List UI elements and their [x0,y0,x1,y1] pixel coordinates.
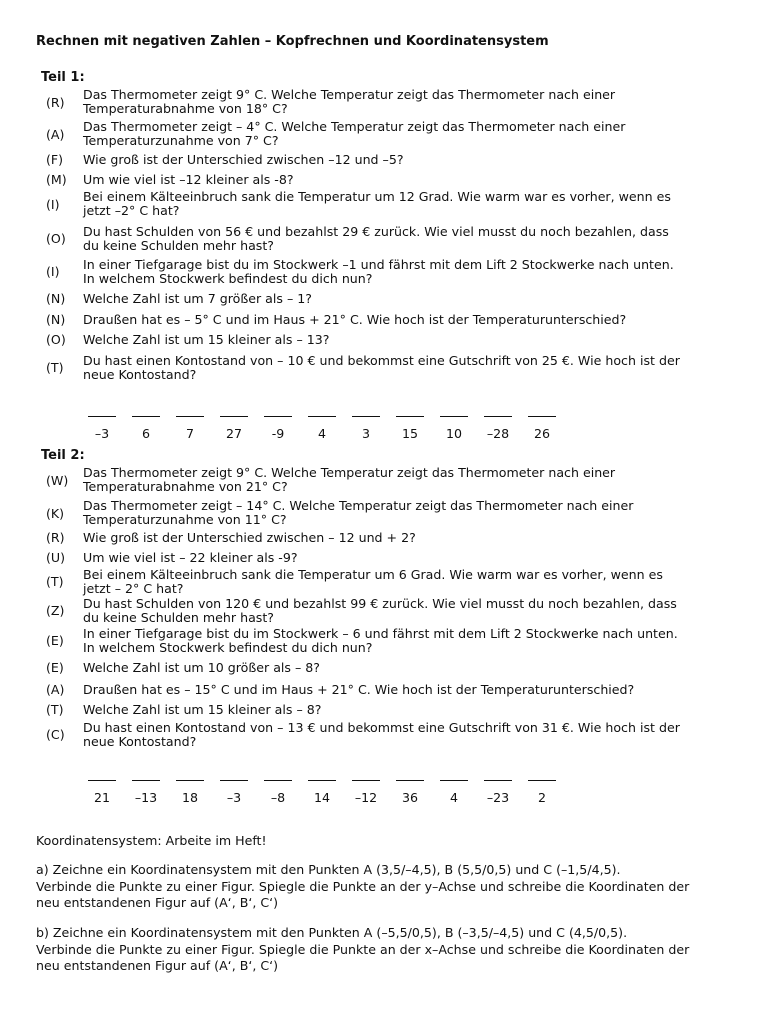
task-letter: (T) [46,360,64,375]
task-text-line: Bei einem Kälteeinbruch sank die Temperatur um 12 Grad. Wie warm war es vorher, wenn es [83,189,671,204]
answer-blank[interactable] [132,780,160,782]
task-letter: (E) [46,660,64,675]
task-letter: (I) [46,264,60,279]
koordinaten-task-a [36,862,736,912]
teil2-heading: Teil 2: [41,448,85,463]
task-text-line: Wie groß ist der Unterschied zwischen – 12 und + 2? [83,530,416,545]
answer-blank[interactable] [440,780,468,782]
task-letter: (K) [46,506,65,521]
answer-blank[interactable] [88,780,116,782]
task-letter: (M) [46,172,67,187]
answer-blank[interactable] [264,416,292,418]
task-b-line: Verbinde die Punkte zu einer Figur. Spiegle die Punkte an der x–Achse und schreibe die Koordinaten der [36,941,690,957]
answer-value: –28 [486,426,510,441]
answer-blank[interactable] [396,416,424,418]
task-letter: (A) [46,127,65,142]
task-text-line: Du hast Schulden von 120 € und bezahlst 99 € zurück. Wie viel musst du noch bezahlen, dass [83,596,677,611]
task-text-line: Du hast Schulden von 56 € und bezahlst 29 € zurück. Wie viel musst du noch bezahlen, dass [83,224,669,239]
task-b-line: b) Zeichne ein Koordinatensystem mit den Punkten A (–5,5/0,5), B (–3,5/–4,5) und C (4,5/0,5). [36,925,628,940]
answer-blank[interactable] [88,416,116,418]
koordinaten-heading: Koordinatensystem: Arbeite im Heft! [36,833,267,848]
task-letter: (T) [46,574,64,589]
task-text-line: In welchem Stockwerk befindest du dich nun? [83,640,373,655]
answer-blank[interactable] [528,780,556,782]
answer-value: –13 [134,790,158,805]
answer-blank[interactable] [352,416,380,418]
task-letter: (R) [46,530,65,545]
task-text-line: Das Thermometer zeigt – 14° C. Welche Temperatur zeigt das Thermometer nach einer [83,498,634,513]
task-text-line: In einer Tiefgarage bist du im Stockwerk – 6 und fährst mit dem Lift 2 Stockwerke nach unten. [83,626,678,641]
task-text-line: Welche Zahl ist um 7 größer als – 1? [83,291,312,306]
answer-value: 4 [317,426,326,441]
task-a-line: neu entstandenen Figur auf (A‘, B‘, C‘) [36,895,279,910]
task-text-line: du keine Schulden mehr hast? [83,238,274,253]
task-a-line: Verbinde die Punkte zu einer Figur. Spiegle die Punkte an der y–Achse und schreibe die Koordinaten der [36,878,690,894]
task-text-line: neue Kontostand? [83,367,197,382]
answer-blank[interactable] [176,780,204,782]
answer-blank[interactable] [308,416,336,418]
answer-value: –8 [270,790,286,805]
answer-value: -9 [271,426,285,441]
koordinaten-task-b [36,925,736,975]
task-letter: (N) [46,312,66,327]
answer-blank[interactable] [220,416,248,418]
answer-value: –3 [94,426,110,441]
task-text-line: du keine Schulden mehr hast? [83,610,274,625]
task-b-line: neu entstandenen Figur auf (A‘, B‘, C‘) [36,958,279,973]
task-text-line: Das Thermometer zeigt – 4° C. Welche Temperatur zeigt das Thermometer nach einer [83,119,626,134]
answer-value: –3 [226,790,242,805]
answer-value: 10 [445,426,463,441]
answer-value: 4 [449,790,458,805]
answer-value: 14 [313,790,331,805]
task-letter: (C) [46,727,65,742]
task-letter: (O) [46,332,66,347]
answer-blank[interactable] [484,780,512,782]
task-text-line: Welche Zahl ist um 15 kleiner als – 8? [83,702,322,717]
task-letter: (T) [46,702,64,717]
task-text-line: jetzt – 2° C hat? [83,581,184,596]
task-text-line: Temperaturabnahme von 21° C? [83,479,288,494]
task-letter: (U) [46,550,66,565]
task-text-line: Temperaturzunahme von 11° C? [83,512,287,527]
task-text-line: Das Thermometer zeigt 9° C. Welche Temperatur zeigt das Thermometer nach einer [83,465,616,480]
task-text-line: Welche Zahl ist um 15 kleiner als – 13? [83,332,330,347]
task-text-line: Das Thermometer zeigt 9° C. Welche Temperatur zeigt das Thermometer nach einer [83,87,616,102]
answer-value: 21 [93,790,111,805]
task-letter: (R) [46,95,65,110]
answer-blank[interactable] [484,416,512,418]
answer-blank[interactable] [264,780,292,782]
task-text-line: Um wie viel ist –12 kleiner als -8? [83,172,294,187]
answer-value: 6 [141,426,150,441]
task-letter: (A) [46,682,65,697]
task-text-line: Temperaturabnahme von 18° C? [83,101,288,116]
task-text-line: In einer Tiefgarage bist du im Stockwerk –1 und fährst mit dem Lift 2 Stockwerke nach unten. [83,257,674,272]
task-text-line: Um wie viel ist – 22 kleiner als -9? [83,550,298,565]
task-text-line: Draußen hat es – 5° C und im Haus + 21° C. Wie hoch ist der Temperaturunterschied? [83,312,627,327]
answer-value: 18 [181,790,199,805]
task-letter: (Z) [46,603,65,618]
task-letter: (E) [46,633,64,648]
task-letter: (W) [46,473,69,488]
task-text-line: jetzt –2° C hat? [83,203,180,218]
answer-value: –12 [354,790,378,805]
answer-blank[interactable] [528,416,556,418]
task-text-line: Du hast einen Kontostand von – 13 € und bekommst eine Gutschrift von 31 €. Wie hoch ist der [83,720,680,735]
answer-blank[interactable] [220,780,248,782]
task-text-line: Du hast einen Kontostand von – 10 € und bekommst eine Gutschrift von 25 €. Wie hoch ist der [83,353,680,368]
task-letter: (N) [46,291,66,306]
answer-value: 15 [401,426,419,441]
task-text-line: Welche Zahl ist um 10 größer als – 8? [83,660,320,675]
task-text-line: Wie groß ist der Unterschied zwischen –12 und –5? [83,152,404,167]
task-letter: (F) [46,152,64,167]
answer-value: 27 [225,426,243,441]
page-title: Rechnen mit negativen Zahlen – Kopfrechnen und Koordinatensystem [36,34,549,49]
answer-value: 2 [537,790,546,805]
answer-blank[interactable] [176,416,204,418]
task-text-line: In welchem Stockwerk befindest du dich nun? [83,271,373,286]
answer-blank[interactable] [132,416,160,418]
task-letter: (I) [46,197,60,212]
answer-value: –23 [486,790,510,805]
task-a-line: a) Zeichne ein Koordinatensystem mit den Punkten A (3,5/–4,5), B (5,5/0,5) und C (–1,5/4,5). [36,862,621,877]
task-text-line: neue Kontostand? [83,734,197,749]
task-text-line: Draußen hat es – 15° C und im Haus + 21° C. Wie hoch ist der Temperaturunterschied? [83,682,635,697]
answer-blank[interactable] [308,780,336,782]
task-letter: (O) [46,231,66,246]
task-text-line: Temperaturzunahme von 7° C? [83,133,279,148]
answer-blank[interactable] [396,780,424,782]
answer-value: 36 [401,790,419,805]
teil1-heading: Teil 1: [41,70,85,85]
task-text-line: Bei einem Kälteeinbruch sank die Temperatur um 6 Grad. Wie warm war es vorher, wenn es [83,567,663,582]
answer-value: 7 [185,426,194,441]
answer-blank[interactable] [352,780,380,782]
answer-value: 26 [533,426,551,441]
answer-blank[interactable] [440,416,468,418]
answer-value: 3 [361,426,370,441]
